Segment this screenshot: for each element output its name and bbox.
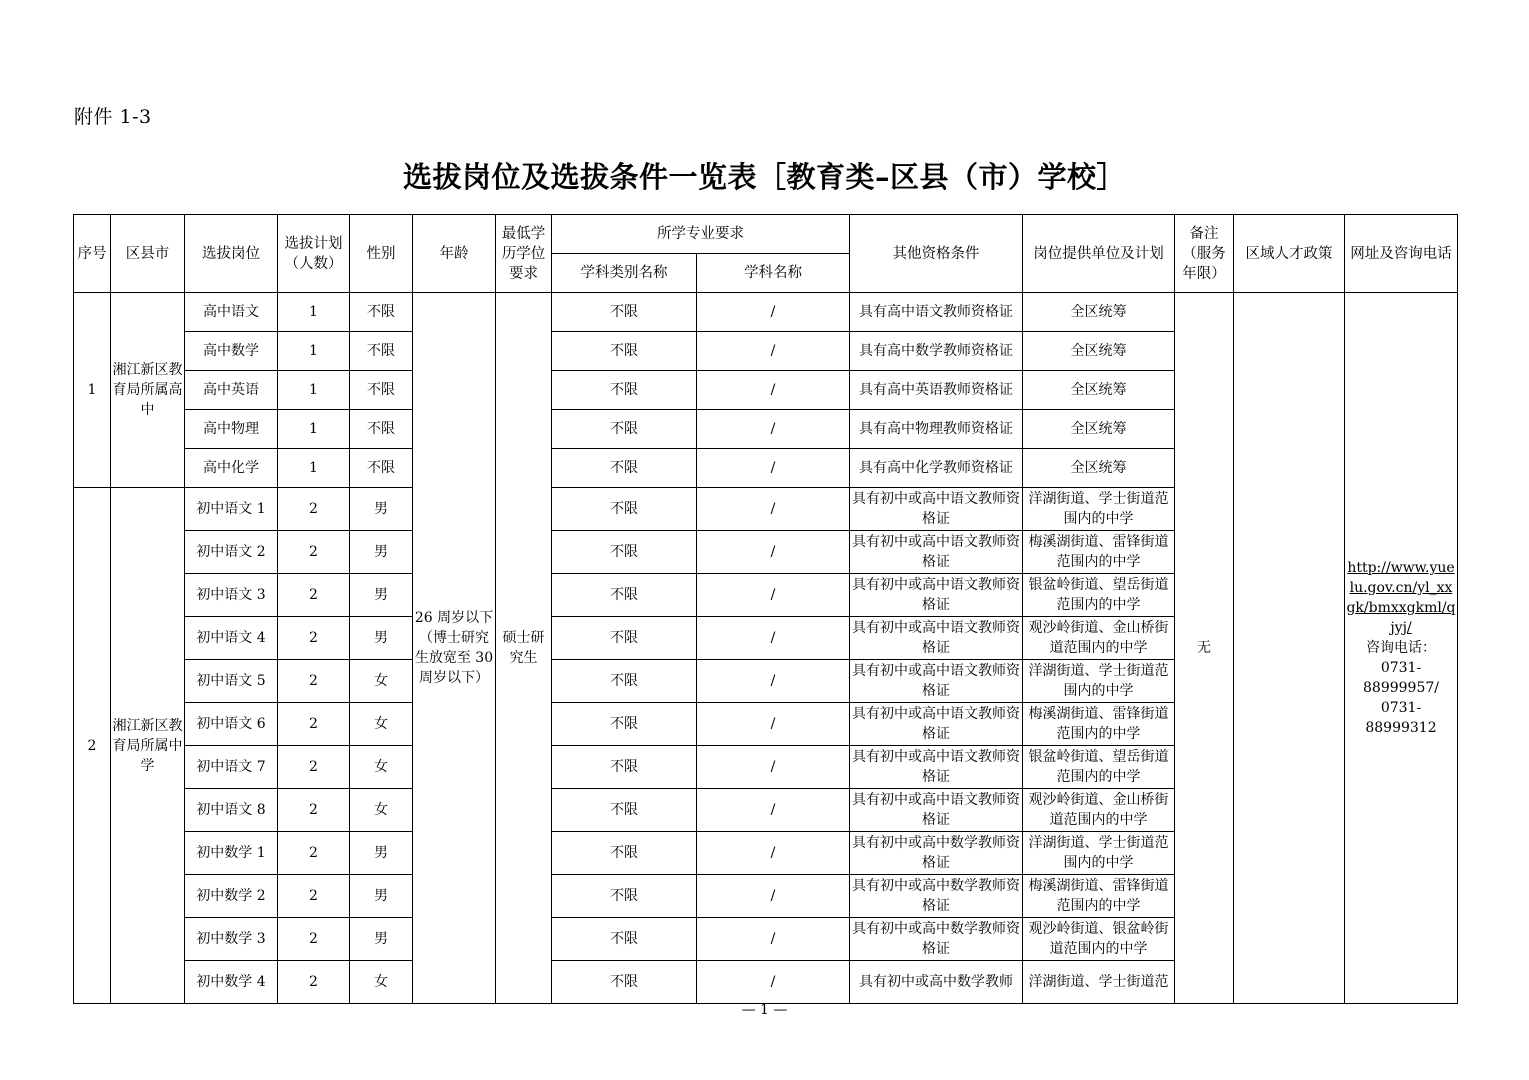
- table-body: [74, 293, 1458, 1004]
- major-category-cell: 不限: [552, 875, 697, 918]
- position-cell: 初中数学 4: [185, 961, 278, 1004]
- position-cell: 初中语文 4: [185, 617, 278, 660]
- major-category-cell: 不限: [552, 332, 697, 371]
- table-row: [74, 293, 1458, 332]
- plan-cell: 2: [278, 918, 350, 961]
- unit-cell: 洋湖街道、学士街道范: [1023, 961, 1175, 1004]
- gender-cell: 女: [350, 660, 413, 703]
- position-cell: 初中数学 1: [185, 832, 278, 875]
- major-category-cell: 不限: [552, 789, 697, 832]
- major-category-cell: 不限: [552, 449, 697, 488]
- major-category-cell: 不限: [552, 660, 697, 703]
- other-qualification-cell: 具有初中或高中数学教师资格证: [850, 875, 1023, 918]
- major-category-cell: 不限: [552, 703, 697, 746]
- gender-cell: 女: [350, 746, 413, 789]
- gender-cell: 男: [350, 875, 413, 918]
- header-unit: 岗位提供单位及计划: [1023, 215, 1175, 293]
- position-cell: 初中语文 2: [185, 531, 278, 574]
- major-name-cell: /: [697, 789, 850, 832]
- other-qualification-cell: 具有初中或高中语文教师资格证: [850, 574, 1023, 617]
- gender-cell: 不限: [350, 449, 413, 488]
- header-major-category: 学科类别名称: [552, 254, 697, 293]
- position-cell: 初中数学 3: [185, 918, 278, 961]
- contact-cell: [1345, 293, 1458, 1004]
- header-plan: 选拔计划（人数）: [278, 215, 350, 293]
- major-name-cell: /: [697, 832, 850, 875]
- major-category-cell: 不限: [552, 488, 697, 531]
- position-cell: 高中化学: [185, 449, 278, 488]
- position-cell: 初中语文 8: [185, 789, 278, 832]
- header-major: 所学专业要求: [552, 215, 850, 254]
- age-cell: 26 周岁以下（博士研究生放宽至 30 周岁以下）: [413, 293, 496, 1004]
- unit-cell: 银盆岭街道、望岳街道范围内的中学: [1023, 574, 1175, 617]
- major-category-cell: 不限: [552, 832, 697, 875]
- other-qualification-cell: 具有高中物理教师资格证: [850, 410, 1023, 449]
- header-gender: 性别: [350, 215, 413, 293]
- other-qualification-cell: 具有初中或高中语文教师资格证: [850, 660, 1023, 703]
- gender-cell: 不限: [350, 371, 413, 410]
- header-district: 区县市: [111, 215, 185, 293]
- major-name-cell: /: [697, 410, 850, 449]
- unit-cell: 全区统筹: [1023, 449, 1175, 488]
- position-cell: 初中语文 6: [185, 703, 278, 746]
- major-category-cell: 不限: [552, 531, 697, 574]
- major-name-cell: /: [697, 488, 850, 531]
- major-name-cell: /: [697, 617, 850, 660]
- gender-cell: 男: [350, 488, 413, 531]
- other-qualification-cell: 具有初中或高中数学教师: [850, 961, 1023, 1004]
- header-seq: 序号: [74, 215, 111, 293]
- other-qualification-cell: 具有初中或高中数学教师资格证: [850, 832, 1023, 875]
- phone-number-2: 0731-88999312: [1365, 700, 1437, 736]
- plan-cell: 2: [278, 832, 350, 875]
- phone-label: 咨询电话：: [1366, 640, 1436, 656]
- policy-cell: [1234, 293, 1345, 1004]
- position-cell: 初中语文 7: [185, 746, 278, 789]
- unit-cell: 全区统筹: [1023, 332, 1175, 371]
- major-name-cell: /: [697, 875, 850, 918]
- position-cell: 高中语文: [185, 293, 278, 332]
- unit-cell: 全区统筹: [1023, 293, 1175, 332]
- unit-cell: 梅溪湖街道、雷锋街道范围内的中学: [1023, 531, 1175, 574]
- major-category-cell: 不限: [552, 961, 697, 1004]
- header-degree: 最低学历学位要求: [496, 215, 552, 293]
- major-category-cell: 不限: [552, 410, 697, 449]
- phone-number-1: 0731-88999957/: [1363, 660, 1439, 696]
- major-category-cell: 不限: [552, 371, 697, 410]
- major-name-cell: /: [697, 332, 850, 371]
- major-name-cell: /: [697, 703, 850, 746]
- major-name-cell: /: [697, 574, 850, 617]
- major-name-cell: /: [697, 449, 850, 488]
- gender-cell: 男: [350, 531, 413, 574]
- seq-cell: 2: [74, 488, 111, 1004]
- major-name-cell: /: [697, 918, 850, 961]
- unit-cell: 全区统筹: [1023, 371, 1175, 410]
- position-cell: 高中物理: [185, 410, 278, 449]
- unit-cell: 洋湖街道、学士街道范围内的中学: [1023, 832, 1175, 875]
- plan-cell: 2: [278, 703, 350, 746]
- header-contact: 网址及咨询电话: [1345, 215, 1458, 293]
- gender-cell: 不限: [350, 410, 413, 449]
- plan-cell: 2: [278, 961, 350, 1004]
- major-name-cell: /: [697, 746, 850, 789]
- other-qualification-cell: 具有高中英语教师资格证: [850, 371, 1023, 410]
- attachment-label: 附件 1-3: [74, 106, 152, 128]
- other-qualification-cell: 具有高中语文教师资格证: [850, 293, 1023, 332]
- position-cell: 初中语文 1: [185, 488, 278, 531]
- seq-cell: 1: [74, 293, 111, 488]
- other-qualification-cell: 具有高中化学教师资格证: [850, 449, 1023, 488]
- district-cell: 湘江新区教育局所属高中: [111, 293, 185, 488]
- other-qualification-cell: 具有初中或高中语文教师资格证: [850, 703, 1023, 746]
- plan-cell: 2: [278, 875, 350, 918]
- unit-cell: 观沙岭街道、金山桥街道范围内的中学: [1023, 789, 1175, 832]
- unit-cell: 全区统筹: [1023, 410, 1175, 449]
- positions-table: [73, 214, 1458, 1004]
- plan-cell: 2: [278, 574, 350, 617]
- plan-cell: 1: [278, 332, 350, 371]
- major-category-cell: 不限: [552, 617, 697, 660]
- gender-cell: 不限: [350, 293, 413, 332]
- other-qualification-cell: 具有初中或高中数学教师资格证: [850, 918, 1023, 961]
- major-category-cell: 不限: [552, 918, 697, 961]
- gender-cell: 女: [350, 961, 413, 1004]
- header-age: 年龄: [413, 215, 496, 293]
- position-cell: 高中英语: [185, 371, 278, 410]
- plan-cell: 2: [278, 660, 350, 703]
- other-qualification-cell: 具有初中或高中语文教师资格证: [850, 488, 1023, 531]
- gender-cell: 不限: [350, 332, 413, 371]
- district-cell: 湘江新区教育局所属中学: [111, 488, 185, 1004]
- document-title: 选拔岗位及选拔条件一览表［教育类–区县（市）学校］: [402, 160, 1126, 194]
- plan-cell: 2: [278, 531, 350, 574]
- major-name-cell: /: [697, 531, 850, 574]
- other-qualification-cell: 具有初中或高中语文教师资格证: [850, 746, 1023, 789]
- unit-cell: 洋湖街道、学士街道范围内的中学: [1023, 488, 1175, 531]
- position-cell: 高中数学: [185, 332, 278, 371]
- gender-cell: 男: [350, 918, 413, 961]
- plan-cell: 1: [278, 293, 350, 332]
- major-name-cell: /: [697, 293, 850, 332]
- plan-cell: 2: [278, 617, 350, 660]
- major-name-cell: /: [697, 660, 850, 703]
- degree-cell: 硕士研究生: [496, 293, 552, 1004]
- header-remark: 备注（服务年限）: [1175, 215, 1234, 293]
- plan-cell: 1: [278, 449, 350, 488]
- other-qualification-cell: 具有初中或高中语文教师资格证: [850, 617, 1023, 660]
- gender-cell: 男: [350, 574, 413, 617]
- plan-cell: 2: [278, 789, 350, 832]
- other-qualification-cell: 具有高中数学教师资格证: [850, 332, 1023, 371]
- unit-cell: 观沙岭街道、银盆岭街道范围内的中学: [1023, 918, 1175, 961]
- page-number: — 1 —: [741, 1002, 788, 1018]
- header-major-name: 学科名称: [697, 254, 850, 293]
- plan-cell: 2: [278, 746, 350, 789]
- gender-cell: 男: [350, 617, 413, 660]
- plan-cell: 2: [278, 488, 350, 531]
- unit-cell: 银盆岭街道、望岳街道范围内的中学: [1023, 746, 1175, 789]
- unit-cell: 梅溪湖街道、雷锋街道范围内的中学: [1023, 703, 1175, 746]
- header-position: 选拔岗位: [185, 215, 278, 293]
- unit-cell: 观沙岭街道、金山桥街道范围内的中学: [1023, 617, 1175, 660]
- position-cell: 初中语文 5: [185, 660, 278, 703]
- header-other: 其他资格条件: [850, 215, 1023, 293]
- gender-cell: 女: [350, 789, 413, 832]
- unit-cell: 洋湖街道、学士街道范围内的中学: [1023, 660, 1175, 703]
- position-cell: 初中数学 2: [185, 875, 278, 918]
- plan-cell: 1: [278, 371, 350, 410]
- major-category-cell: 不限: [552, 293, 697, 332]
- header-policy: 区域人才政策: [1234, 215, 1345, 293]
- position-cell: 初中语文 3: [185, 574, 278, 617]
- other-qualification-cell: 具有初中或高中语文教师资格证: [850, 531, 1023, 574]
- major-name-cell: /: [697, 371, 850, 410]
- plan-cell: 1: [278, 410, 350, 449]
- remark-cell: 无: [1175, 293, 1234, 1004]
- major-category-cell: 不限: [552, 574, 697, 617]
- unit-cell: 梅溪湖街道、雷锋街道范围内的中学: [1023, 875, 1175, 918]
- gender-cell: 男: [350, 832, 413, 875]
- other-qualification-cell: 具有初中或高中语文教师资格证: [850, 789, 1023, 832]
- major-name-cell: /: [697, 961, 850, 1004]
- website-link[interactable]: http://www.yuelu.gov.cn/yl_xxgk/bmxxgkml/qjyj/: [1346, 560, 1456, 636]
- major-category-cell: 不限: [552, 746, 697, 789]
- gender-cell: 女: [350, 703, 413, 746]
